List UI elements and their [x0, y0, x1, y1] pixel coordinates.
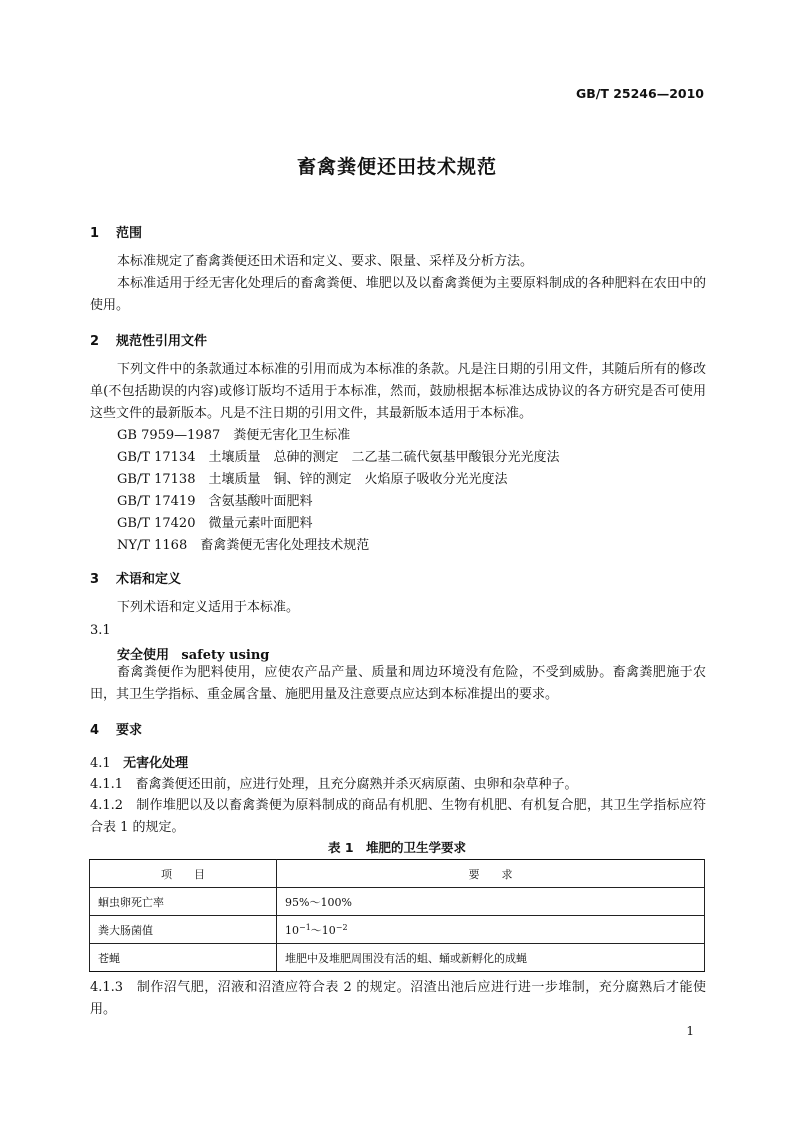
- table-cell-item: 粪大肠菌值: [90, 916, 277, 944]
- table-cell-item: 苍蝇: [90, 944, 277, 972]
- reference-code: GB/T 17134: [117, 450, 196, 465]
- reference-item: [117, 491, 313, 513]
- paragraph: 下列术语和定义适用于本标准。: [117, 600, 300, 615]
- reference-name: 土壤质量 铜、锌的测定 火焰原子吸收分光光度法: [208, 472, 508, 487]
- clause-number: 4.1: [90, 756, 111, 771]
- table-cell-requirement: 堆肥中及堆肥周围没有活的蛆、蛹或新孵化的成蝇: [277, 944, 705, 972]
- clause-number: 4.1.3: [90, 980, 124, 995]
- subclause-4-1-2: [90, 795, 706, 839]
- reference-name: 微量元素叶面肥料: [208, 516, 313, 531]
- section-3-heading: [90, 568, 181, 587]
- subclause-4-1-1: [90, 774, 706, 796]
- base-value: 10: [285, 923, 299, 937]
- section-title: 要求: [116, 723, 143, 738]
- clause-text: 畜禽粪便还田前，应进行处理，且充分腐熟并杀灭病原菌、虫卵和杂草种子。: [135, 777, 578, 792]
- clause-text: 制作堆肥以及以畜禽粪便为原料制成的商品有机肥、生物有机肥、有机复合肥，其卫生学指标应符合表 1 的规定。: [90, 798, 706, 835]
- range-separator: ～: [310, 923, 322, 937]
- term-chinese: 安全使用: [117, 648, 170, 663]
- reference-item: [117, 447, 560, 469]
- clause-number: 4.1.1: [90, 777, 124, 792]
- section-4-heading: [90, 719, 142, 738]
- hygiene-requirements-table: [89, 859, 705, 972]
- paragraph: 本标准适用于经无害化处理后的畜禽粪便、堆肥以及以畜禽粪便为主要原料制成的各种肥料在农田中的使用。: [90, 276, 706, 313]
- reference-item: [117, 513, 313, 535]
- base-value: 10: [321, 923, 336, 937]
- reference-item: [117, 425, 350, 447]
- column-header-requirement: 要 求: [277, 860, 705, 888]
- table-cell-requirement: [277, 916, 705, 944]
- table-cell-requirement: 95%～100%: [277, 888, 705, 916]
- term-english: safety using: [181, 648, 270, 663]
- section-1-heading: [90, 222, 142, 241]
- table-row: [90, 888, 705, 916]
- reference-name: 含氨基酸叶面肥料: [208, 494, 313, 509]
- table-header-row: [90, 860, 705, 888]
- section-title: 范围: [116, 226, 143, 241]
- term-entry: [117, 644, 269, 663]
- section-number: 1: [90, 226, 100, 241]
- reference-code: NY/T 1168: [117, 538, 188, 553]
- clause-number: 4.1.2: [90, 798, 124, 813]
- clause-text: 制作沼气肥，沼液和沼渣应符合表 2 的规定。沼渣出池后应进行进一步堆制，充分腐熟后才能使用。: [90, 980, 706, 1017]
- reference-item: [117, 535, 369, 557]
- clause-title: 无害化处理: [123, 756, 189, 771]
- standard-code: GB/T 25246—2010: [575, 86, 704, 101]
- column-header-item: 项 目: [90, 860, 277, 888]
- exponent: −1: [299, 922, 311, 932]
- document-title: 畜禽粪便还田技术规范: [296, 156, 497, 178]
- section-title: 规范性引用文件: [116, 334, 208, 349]
- subclause-4-1: [90, 752, 188, 771]
- definition-paragraph: 畜禽粪便作为肥料使用，应使农产品产量、质量和周边环境没有危险，不受到威胁。畜禽粪肥施于农田，其卫生学指标、重金属含量、施肥用量及注意要点应达到本标准提出的要求。: [90, 665, 706, 702]
- exponent: −2: [335, 922, 348, 932]
- reference-name: 畜禽粪便无害化处理技术规范: [200, 538, 370, 553]
- paragraph: 下列文件中的条款通过本标准的引用而成为本标准的条款。凡是注日期的引用文件，其随后所有的修改单(不包括勘误的内容)或修订版均不适用于本标准，然而，鼓励根据本标准达成协议的各方研究是否可使用这些文件的最新版本。凡是不注日期的引用文件，其最新版本适用于本标准。: [90, 362, 706, 421]
- section-2-heading: [90, 330, 207, 349]
- reference-code: GB/T 17419: [117, 494, 196, 509]
- table-caption: 表 1 堆肥的卫生学要求: [327, 840, 467, 855]
- page-number: 1: [686, 1024, 694, 1038]
- section-title: 术语和定义: [116, 572, 182, 587]
- section-number: 2: [90, 334, 100, 349]
- reference-code: GB/T 17420: [117, 516, 196, 531]
- reference-name: 粪便无害化卫生标准: [233, 428, 351, 443]
- paragraph: 本标准规定了畜禽粪便还田术语和定义、要求、限量、采样及分析方法。: [117, 254, 534, 269]
- reference-item: [117, 469, 508, 491]
- reference-name: 土壤质量 总砷的测定 二乙基二硫代氨基甲酸银分光光度法: [208, 450, 560, 465]
- clause-number: 3.1: [90, 623, 111, 638]
- subclause-4-1-3: [90, 977, 706, 1021]
- table-row: [90, 944, 705, 972]
- table-cell-item: 蛔虫卵死亡率: [90, 888, 277, 916]
- section-number: 4: [90, 723, 100, 738]
- reference-code: GB 7959—1987: [117, 428, 221, 443]
- table-row: [90, 916, 705, 944]
- section-number: 3: [90, 572, 100, 587]
- reference-code: GB/T 17138: [117, 472, 196, 487]
